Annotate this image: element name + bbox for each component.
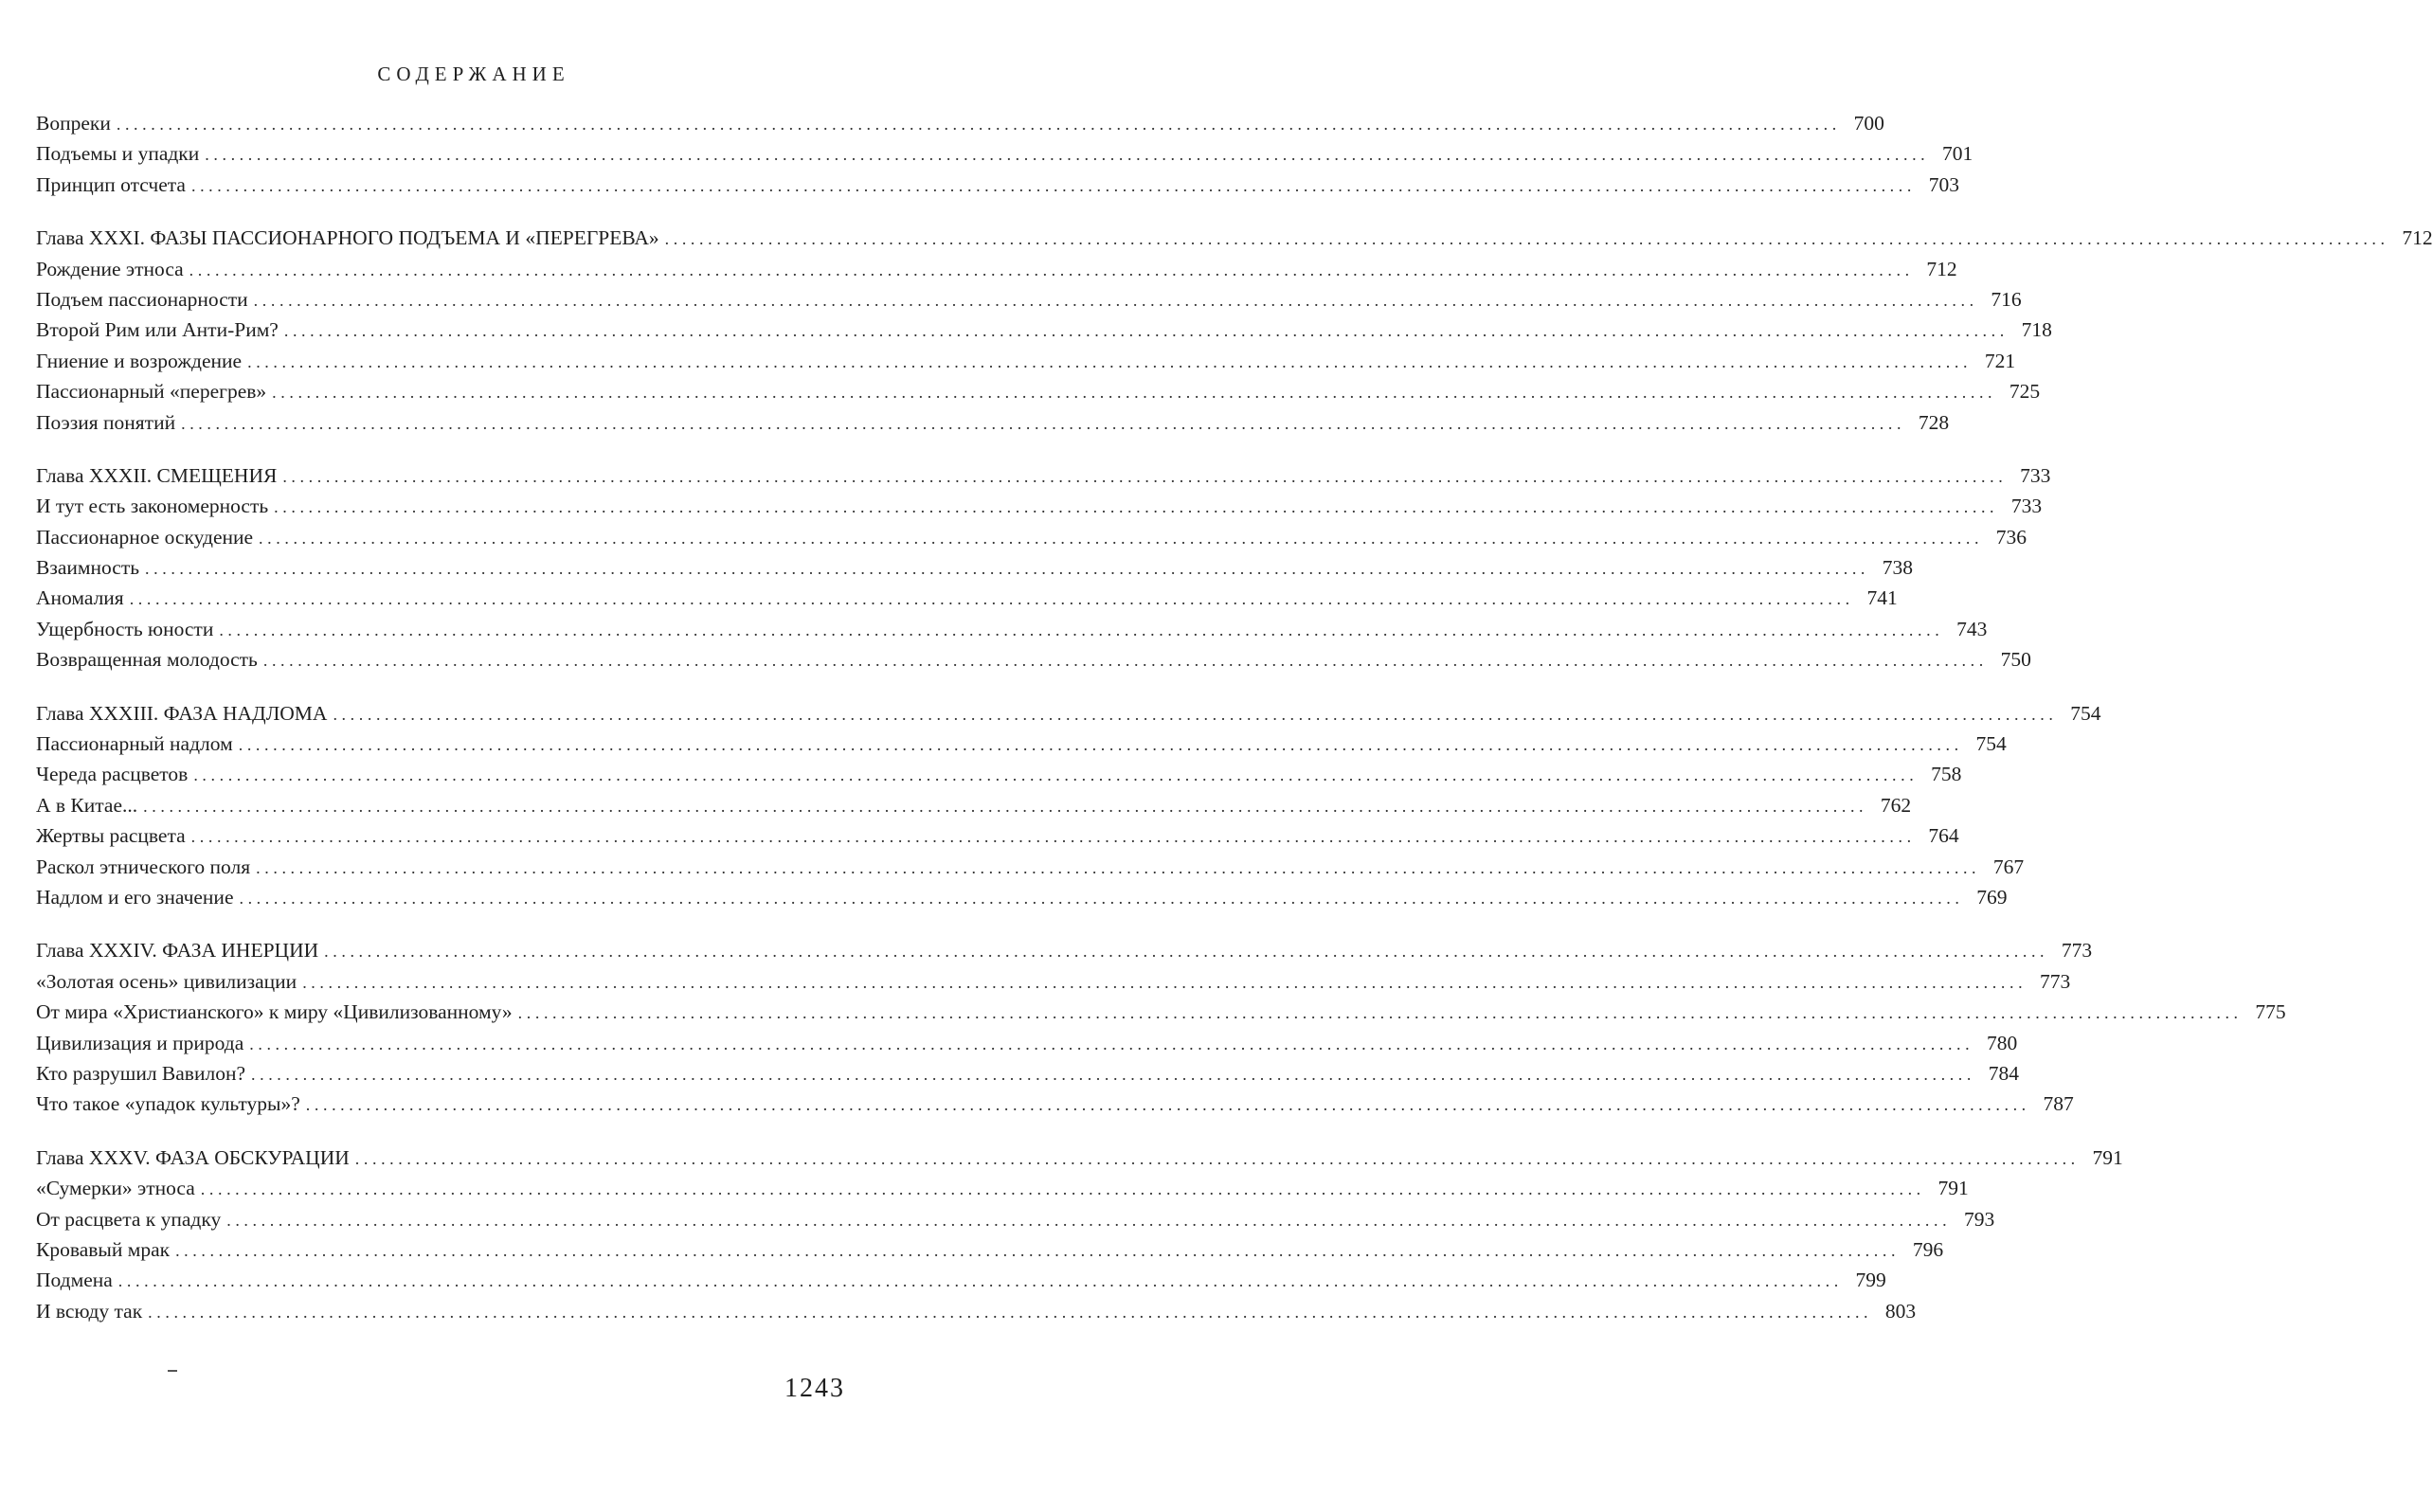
toc-entry[interactable] — [36, 614, 1988, 644]
toc-entry-page: 716 — [1991, 287, 2022, 311]
toc-entry-page: 725 — [2009, 380, 2041, 404]
toc-entry-title: Ущербность юности — [36, 617, 214, 640]
toc-entry[interactable] — [36, 583, 1898, 613]
toc-entry-page: 796 — [1912, 1237, 1944, 1261]
toc-entry-title: И тут есть закономерность — [36, 495, 269, 518]
toc-entry-page: 762 — [1880, 793, 1912, 817]
dot-leader: ........................................................................................................................................................................................................ — [664, 229, 2389, 249]
dot-leader: ........................................................................................................................................................................................................ — [256, 857, 1981, 877]
toc-entry-title: Подъемы и упадки — [36, 142, 200, 166]
dot-leader: ........................................................................................................................................................................................................ — [219, 620, 1944, 639]
dot-leader: ........................................................................................................................................................................................................ — [274, 497, 1999, 517]
toc-entry-page: 754 — [1975, 732, 2007, 756]
toc-entry[interactable] — [36, 966, 2071, 997]
toc-entry-page: 780 — [1987, 1031, 2018, 1054]
toc-entry-title: От расцвета к упадку — [36, 1207, 222, 1231]
toc-entry-page: 791 — [2092, 1145, 2123, 1169]
toc-entry[interactable] — [36, 1204, 1995, 1234]
running-header: СОДЕРЖАНИЕ — [377, 63, 570, 85]
dot-leader: ........................................................................................................................................................................................................ — [517, 1003, 2243, 1023]
toc-entry-title: Подмена — [36, 1269, 113, 1292]
toc-entry-page: 769 — [1976, 885, 2008, 909]
dot-leader: ........................................................................................................................................................................................................ — [175, 1240, 1901, 1260]
dot-leader: ........................................................................................................................................................................................................ — [262, 651, 1988, 671]
toc-entry[interactable] — [36, 644, 2031, 675]
toc-entry-title: От мира «Христианского» к миру «Цивилизованному» — [36, 1000, 513, 1024]
toc-entry-title: А в Китае... — [36, 793, 138, 817]
dot-leader: ........................................................................................................................................................................................................ — [226, 1210, 1952, 1230]
dot-leader: ........................................................................................................................................................................................................ — [181, 413, 1906, 433]
toc-entry-title: Аномалия — [36, 586, 124, 610]
toc-entry-title: Что такое «упадок культуры»? — [36, 1092, 300, 1116]
toc-entry-page: 701 — [1942, 142, 1973, 166]
toc-entry-page: 750 — [2000, 648, 2031, 672]
dot-leader: ........................................................................................................................................................................................................ — [324, 942, 2049, 962]
toc-entry-title: «Золотая осень» цивилизации — [36, 969, 297, 993]
toc-entry-title: Кто разрушил Вавилон? — [36, 1061, 245, 1085]
dot-leader: ........................................................................................................................................................................................................ — [205, 145, 1930, 165]
dot-leader: ........................................................................................................................................................................................................ — [116, 115, 1841, 134]
dot-leader: ........................................................................................................................................................................................................ — [354, 1148, 2080, 1168]
stray-print-mark — [168, 1370, 177, 1372]
dot-leader: ........................................................................................................................................................................................................ — [283, 321, 2009, 341]
toc-entry-title: Возвращенная молодость — [36, 648, 258, 672]
dot-leader: ........................................................................................................................................................................................................ — [193, 765, 1919, 785]
toc-entry-page: 799 — [1855, 1269, 1886, 1292]
toc-entry[interactable] — [36, 1028, 2018, 1058]
toc-entry[interactable] — [36, 491, 2043, 521]
toc-entry[interactable] — [36, 935, 2093, 965]
toc-entry[interactable] — [36, 376, 2041, 406]
dot-leader: ........................................................................................................................................................................................................ — [238, 735, 1963, 755]
toc-entry-title: Глава XXXV. ФАЗА ОБСКУРАЦИИ — [36, 1145, 350, 1169]
dot-leader: ........................................................................................................................................................................................................ — [259, 528, 1984, 548]
toc-entry[interactable] — [36, 315, 2052, 345]
toc-entry-title: Пассионарный надлом — [36, 732, 233, 756]
dot-leader: ........................................................................................................................................................................................................ — [189, 260, 1914, 279]
toc-entry-page: 736 — [1995, 525, 2028, 549]
dot-leader: ........................................................................................................................................................................................................ — [200, 1179, 1925, 1199]
toc-entry-title: Глава XXXIV. ФАЗА ИНЕРЦИИ — [36, 939, 319, 963]
dot-leader: ........................................................................................................................................................................................................ — [148, 1302, 1873, 1322]
toc-entry-title: Надлом и его значение — [36, 885, 234, 909]
toc-entry[interactable] — [36, 1058, 2019, 1089]
toc-entry-page: 775 — [2255, 1000, 2286, 1024]
toc-entry-page: 758 — [1931, 763, 1962, 786]
table-of-contents — [36, 108, 2433, 1349]
dot-leader: ........................................................................................................................................................................................................ — [305, 1095, 2030, 1115]
page-number: 1243 — [784, 1374, 845, 1403]
toc-entry-title: Цивилизация и природа — [36, 1031, 244, 1054]
toc-group — [36, 1143, 2123, 1326]
toc-entry[interactable] — [36, 522, 2028, 552]
toc-entry-page: 791 — [1937, 1177, 1969, 1200]
toc-entry[interactable] — [36, 698, 2101, 729]
toc-entry-title: Раскол этнического поля — [36, 855, 251, 878]
toc-entry[interactable] — [36, 552, 1914, 583]
dot-leader: ........................................................................................................................................................................................................ — [117, 1271, 1843, 1291]
toc-entry-title: Поэзия понятий — [36, 410, 176, 434]
toc-entry-title: Глава XXXIII. ФАЗА НАДЛОМА — [36, 701, 328, 725]
toc-entry[interactable] — [36, 346, 2016, 376]
toc-group — [36, 108, 1973, 200]
toc-entry[interactable] — [36, 997, 2286, 1027]
toc-entry-page: 728 — [1918, 410, 1950, 434]
toc-entry-page: 793 — [1963, 1207, 1995, 1231]
toc-entry[interactable] — [36, 1143, 2123, 1173]
toc-entry-page: 743 — [1956, 617, 1988, 640]
toc-entry-page: 784 — [1988, 1061, 2019, 1085]
dot-leader: ........................................................................................................................................................................................................ — [247, 351, 1973, 371]
toc-entry-title: Жертвы расцвета — [36, 824, 186, 848]
toc-entry-title: Глава XXXII. СМЕЩЕНИЯ — [36, 463, 278, 487]
toc-entry[interactable] — [36, 170, 1959, 200]
toc-entry-page: 703 — [1928, 172, 1959, 196]
toc-entry-page: 741 — [1866, 586, 1898, 610]
dot-leader: ........................................................................................................................................................................................................ — [143, 796, 1868, 816]
toc-entry-title: Череда расцветов — [36, 763, 189, 786]
toc-entry[interactable] — [36, 729, 2007, 759]
toc-entry-title: Вопреки — [36, 112, 111, 135]
toc-entry[interactable] — [36, 254, 1957, 284]
toc-entry-page: 712 — [1926, 257, 1957, 280]
toc-entry[interactable] — [36, 1296, 1917, 1326]
toc-entry-page: 767 — [1992, 855, 2025, 878]
toc-entry-title: И всюду так — [36, 1299, 143, 1323]
toc-entry[interactable] — [36, 1173, 1969, 1203]
toc-entry[interactable] — [36, 852, 2025, 882]
dot-leader: ........................................................................................................................................................................................................ — [190, 827, 1916, 847]
dot-leader: ........................................................................................................................................................................................................ — [145, 559, 1870, 579]
toc-entry-page: 721 — [1984, 349, 2016, 372]
toc-entry-page: 773 — [2061, 939, 2093, 963]
toc-entry[interactable] — [36, 1089, 2074, 1119]
toc-entry-title: Пассионарный «перегрев» — [36, 380, 267, 404]
toc-entry-title: Подъем пассионарности — [36, 287, 248, 311]
toc-entry-page: 764 — [1928, 824, 1959, 848]
dot-leader: ........................................................................................................................................................................................................ — [249, 1034, 1974, 1053]
toc-entry[interactable] — [36, 820, 1959, 851]
toc-entry[interactable] — [36, 460, 2051, 491]
dot-leader: ........................................................................................................................................................................................................ — [253, 290, 1978, 310]
toc-entry[interactable] — [36, 1234, 1944, 1265]
toc-entry-title: Кровавый мрак — [36, 1237, 171, 1261]
toc-entry-title: Пассионарное оскудение — [36, 525, 254, 549]
toc-entry-page: 773 — [2039, 969, 2071, 993]
toc-entry-title: Принцип отсчета — [36, 172, 186, 196]
toc-entry-page: 700 — [1853, 112, 1884, 135]
toc-entry[interactable] — [36, 759, 1962, 789]
toc-entry[interactable] — [36, 790, 1912, 820]
toc-entry-title: Рождение этноса — [36, 257, 184, 280]
toc-entry-page: 787 — [2043, 1092, 2074, 1116]
toc-entry-title: Взаимность — [36, 556, 140, 580]
toc-entry-page: 754 — [2070, 701, 2101, 725]
toc-entry[interactable] — [36, 1265, 1886, 1295]
toc-group — [36, 223, 2433, 438]
dot-leader: ........................................................................................................................................................................................................ — [251, 1064, 1975, 1084]
toc-group — [36, 698, 2101, 913]
toc-entry-page: 738 — [1882, 556, 1914, 580]
toc-entry-page: 733 — [2010, 495, 2043, 518]
toc-entry[interactable] — [36, 882, 2008, 912]
toc-entry[interactable] — [36, 407, 1950, 438]
toc-entry-title: Второй Рим или Анти-Рим? — [36, 318, 279, 342]
toc-entry[interactable] — [36, 138, 1973, 169]
dot-leader: ........................................................................................................................................................................................................ — [333, 704, 2058, 724]
toc-entry-title: Глава XXXI. ФАЗЫ ПАССИОНАРНОГО ПОДЪЕМА И «ПЕРЕГРЕВА» — [36, 226, 659, 250]
toc-group — [36, 935, 2286, 1119]
dot-leader: ........................................................................................................................................................................................................ — [239, 888, 1964, 908]
dot-leader: ........................................................................................................................................................................................................ — [129, 589, 1854, 609]
toc-entry-title: Гниение и возрождение — [36, 349, 243, 372]
toc-entry-title: «Сумерки» этноса — [36, 1177, 195, 1200]
toc-entry[interactable] — [36, 108, 1884, 138]
toc-group — [36, 460, 2051, 675]
toc-entry-page: 803 — [1884, 1299, 1917, 1323]
dot-leader: ........................................................................................................................................................................................................ — [190, 175, 1916, 195]
toc-entry[interactable] — [36, 223, 2433, 253]
toc-entry-page: 718 — [2021, 318, 2052, 342]
toc-entry[interactable] — [36, 284, 2022, 315]
dot-leader: ........................................................................................................................................................................................................ — [282, 466, 2008, 486]
dot-leader: ........................................................................................................................................................................................................ — [302, 972, 2028, 992]
toc-entry-page: 733 — [2020, 463, 2051, 487]
toc-entry-page: 712 — [2402, 226, 2433, 250]
dot-leader: ........................................................................................................................................................................................................ — [272, 383, 1997, 403]
